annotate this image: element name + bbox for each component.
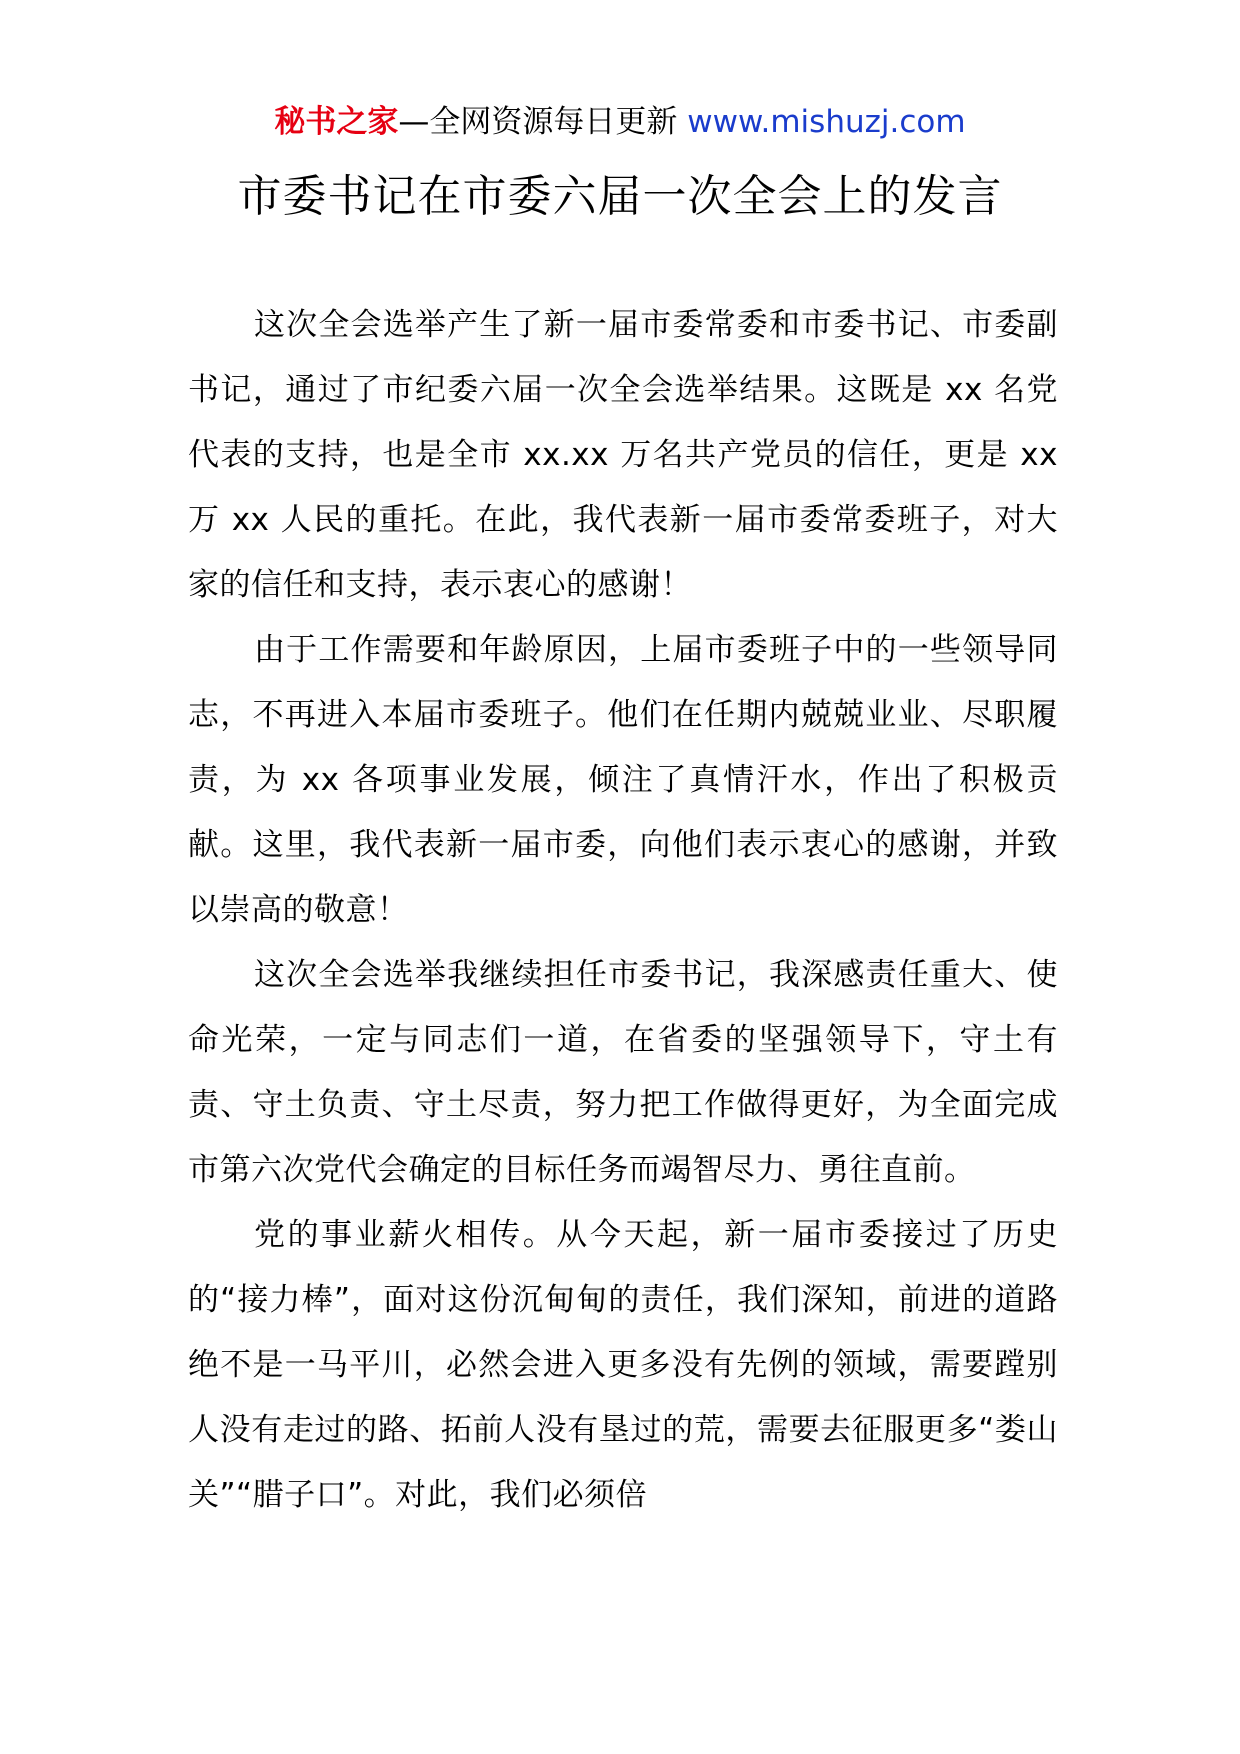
paragraph: 这次全会选举产生了新一届市委常委和市委书记、市委副书记，通过了市纪委六届一次全会选举结果。这既是 xx 名党代表的支持，也是全市 xx.xx 万名共产党员的信任，更是 xx 万 xx 人民的重托。在此，我代表新一届市委常委班子，对大家的信任和支持，表示衷心的感谢！ [188,307,1058,603]
paragraph: 党的事业薪火相传。从今天起，新一届市委接过了历史的“接力棒”，面对这份沉甸甸的责任，我们深知，前进的道路绝不是一马平川，必然会进入更多没有先例的领域，需要蹚别人没有走过的路、拓前人没有垦过的荒，需要去征服更多“娄山关”“腊子口”。对此，我们必须倍 [188,1217,1058,1513]
document-title: 市委书记在市委六届一次全会上的发言 [237,171,1003,222]
document-body [188,293,1058,1528]
site-brand-name: 秘书之家 [274,104,399,140]
paragraph: 这次全会选举我继续担任市委书记，我深感责任重大、使命光荣，一定与同志们一道，在省委的坚强领导下，守土有责、守土负责、守土尽责，努力把工作做得更好，为全面完成市第六次党代会确定的目标任务而竭智尽力、勇往直前。 [188,957,1058,1188]
site-header [0,100,1240,144]
site-tagline: —全网资源每日更新 [398,104,678,140]
site-url: www.mishuzj.com [687,104,966,140]
paragraph: 由于工作需要和年龄原因，上届市委班子中的一些领导同志，不再进入本届市委班子。他们在任期内兢兢业业、尽职履责，为 xx 各项事业发展，倾注了真情汗水，作出了积极贡献。这里，我代表新一届市委，向他们表示衷心的感谢，并致以崇高的敬意！ [188,632,1058,928]
